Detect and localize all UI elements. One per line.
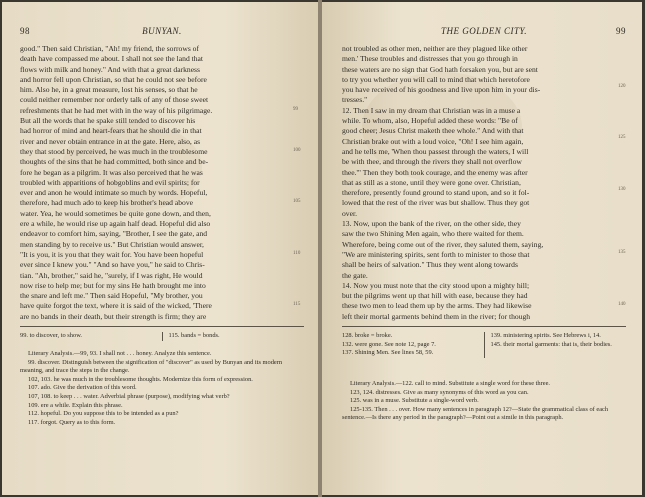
body-line: and he tells me, 'When thou passest through the waters, I will: [342, 146, 529, 156]
body-line: ere a while, he would rise up again half dead. Hopeful did also: [20, 219, 211, 229]
right-glosses: [342, 332, 626, 358]
margin-line-number: 140: [618, 302, 626, 307]
body-line: But all the words that he spake still tended to discover his: [20, 116, 196, 126]
body-line: shall be heirs of salvation." Thus they went along towards: [342, 260, 518, 270]
body-line: refreshments that he had met with in the way of his pilgrimage.: [20, 105, 213, 115]
analysis-note: 112. hopeful. Do you suppose this to be intended as a pun?: [28, 410, 179, 418]
gloss-item: 132. were gone. See note 12, page 7.: [342, 340, 436, 348]
left-page: [2, 2, 318, 495]
body-line: be with thee, and through the rivers they shall not overflow: [342, 157, 522, 167]
body-line: troubled with apparitions of hobgoblins and evil spirits; for: [20, 177, 200, 187]
gloss-divider: [484, 332, 485, 358]
left-running-title: BUNYAN.: [142, 26, 182, 36]
body-line: these waters are no sign that God hath forsaken you, but are sent: [342, 64, 538, 74]
body-line: good." Then said Christian, "Ah! my friend, the sorrows of: [20, 44, 200, 53]
right-analysis-notes: [342, 380, 626, 423]
gloss-item: 128. broke = broke.: [342, 332, 393, 339]
margin-line-number: 130: [618, 187, 626, 192]
body-line: flows with milk and honey." And with that a great darkness: [20, 64, 200, 74]
right-page: [322, 2, 642, 495]
analysis-note: 99. discover. Distinguish between the signification of "discover" as used by Bunyan and its modern meaning, and trace the steps in the change.: [20, 358, 283, 375]
analysis-note: Literary Analysis.—122. call to mind. Substitute a single word for these three.: [350, 380, 551, 387]
body-line: over.: [342, 208, 357, 218]
body-line: but the pilgrims went up that hill with ease, because they had: [342, 291, 528, 301]
body-line: good cheer; Jesus Christ maketh thee whole." And with that: [342, 126, 524, 136]
body-line: 12. Then I saw in my dream that Christian was in a muse a: [342, 105, 521, 115]
body-line: not troubled as other men, neither are they plagued like other: [342, 44, 528, 53]
body-line: therefore, had much ado to keep his brother's head above: [20, 198, 194, 208]
body-line: river and never obtain entrance in at the gate. Here, also, as: [20, 136, 201, 146]
body-line: left their mortal garments behind them in the river; for though: [342, 311, 531, 321]
margin-line-number: 135: [618, 250, 626, 255]
body-line: had horror of mind and heart-fears that he should die in that: [20, 126, 202, 136]
body-line: "It is you, it is you that they wait for. You have been hopeful: [20, 249, 204, 259]
body-line: death have compassed me about. I shall not see the land that: [20, 54, 204, 64]
margin-line-number: 99: [293, 107, 298, 112]
body-line: water. Yea, he would sometimes be quite gone down, and then,: [20, 208, 211, 218]
body-line: are no bands in their death, but their strength is firm; they are: [20, 311, 207, 321]
margin-line-number: 120: [618, 84, 626, 89]
body-line: 14. Now you must note that the city stood upon a mighty hill;: [342, 280, 530, 290]
body-line: Wherefore, being come out of the river, they saluted them, saying,: [342, 239, 544, 249]
left-page-number: 98: [20, 26, 30, 36]
body-line: while. To whom, also, Hopeful added these words: "Be of: [342, 116, 518, 126]
body-line: tian. "Ah, brother," said he, "surely, if I was right, He would: [20, 270, 203, 280]
margin-line-number: 110: [293, 251, 301, 256]
body-line: ever and anon he would intimate so much by words. Hopeful,: [20, 188, 208, 198]
body-line: they that stood by perceived, he was much in the troublesome: [20, 146, 208, 156]
body-line: 13. Now, upon the bank of the river, on the other side, they: [342, 219, 521, 229]
body-line: him. Also he, in a great measure, lost his senses, so that he: [20, 85, 198, 95]
gloss-column: [342, 332, 478, 358]
margin-line-number: 100: [293, 148, 301, 153]
analysis-note: 117. forgot. Query as to this form.: [28, 418, 116, 426]
gloss-item: 115. bands = bonds.: [168, 332, 220, 339]
body-line: men.' These troubles and distresses that you go through in: [342, 54, 518, 64]
gloss-item: 99. to discover, to show.: [20, 332, 82, 339]
analysis-note: 125. was in a muse. Substitute a single-word verb.: [350, 397, 479, 405]
analysis-note: 102, 103. he was much in the troublesome thoughts. Modernize this form of expression.: [28, 375, 253, 383]
body-line: and horror fell upon Christian, so that he could not see before: [20, 74, 207, 84]
analysis-note: 107. ado. Give the derivation of this word.: [28, 384, 137, 392]
margin-line-number: 105: [293, 199, 301, 204]
body-line: thee.'" Then they both took courage, and the enemy was after: [342, 167, 528, 177]
gloss-item: 145. their mortal garments: that is, their bodies.: [490, 340, 612, 348]
analysis-note: 109. ere a while. Explain this phrase.: [28, 401, 123, 409]
left-analysis-notes: [20, 350, 304, 427]
right-page-number: 99: [616, 26, 626, 36]
footnote-rule: [20, 326, 304, 327]
analysis-note: 125-135. Then . . . over. How many sentences in paragraph 12?—State the grammatical class of each sentence.—Is there any period in the paragraph?—Point out a simile in this paragraph.: [342, 405, 609, 422]
body-line: lowed that the rest of the river was but shallow. Thus they got: [342, 198, 530, 208]
body-line: men standing by to receive us." But Christian would answer,: [20, 239, 204, 249]
body-line: endeavor to comfort him, saying, "Brother, I see the gate, and: [20, 229, 208, 239]
gloss-item: 139. ministering spirits. See Hebrews i, 14.: [490, 332, 601, 339]
body-line: thoughts of the sins that he had committed, both since and be-: [20, 157, 209, 167]
right-running-head: [342, 26, 626, 38]
analysis-note: 123, 124. distresses. Give as many synonyms of this word as you can.: [350, 388, 529, 396]
body-line: tresses.": [342, 95, 368, 105]
body-line: these two men to lead them up by the arms. They had likewise: [342, 301, 532, 311]
body-line: therefore, presently found ground to stand upon, and so it fol-: [342, 188, 530, 198]
right-body-text: [342, 44, 626, 322]
margin-line-number: 125: [618, 135, 626, 140]
left-glosses: [20, 332, 304, 341]
body-line: have quite forgot the text, where it is said of the wicked, 'There: [20, 301, 212, 311]
gloss-item: 137. Shining Men. See lines 58, 59.: [342, 349, 434, 357]
gloss-column: [491, 332, 627, 358]
left-running-head: [20, 26, 304, 38]
right-running-title: THE GOLDEN CITY.: [441, 26, 527, 36]
body-line: "We are ministering spirits, sent forth to minister to those that: [342, 249, 530, 259]
body-line: the gate.: [342, 270, 368, 280]
gloss-divider: [162, 332, 163, 341]
body-line: could neither remember nor orderly talk of any of those sweet: [20, 95, 209, 105]
body-line: that as still as a stone, until they were gone over. Christian,: [342, 177, 521, 187]
body-line: the snare and left me." Then said Hopeful, "My brother, you: [20, 291, 203, 301]
left-body-text: [20, 44, 304, 322]
margin-line-number: 115: [293, 302, 301, 307]
body-line: fore he began as a pilgrim. It was also perceived that he was: [20, 167, 203, 177]
body-line: now rise to help me; but for my sins He hath brought me into: [20, 280, 206, 290]
footnote-rule: [342, 326, 626, 327]
body-line: to try you whether you will call to mind that which heretofore: [342, 74, 530, 84]
body-line: you have received of his goodness and live upon him in your dis-: [342, 85, 541, 95]
body-line: Christian brake out with a loud voice, "Oh! I see him again,: [342, 136, 524, 146]
body-line: ever since I knew you." "And so have you," he said to Chris-: [20, 260, 205, 270]
body-line: saw the two Shining Men again, who there waited for them.: [342, 229, 524, 239]
analysis-note: 107, 108. to keep . . . water. Adverbial phrase (purpose), modifying what verb?: [28, 392, 230, 400]
analysis-note: Literary Analysis.—99, 93. I shall not . . . honey. Analyze this sentence.: [28, 350, 212, 357]
